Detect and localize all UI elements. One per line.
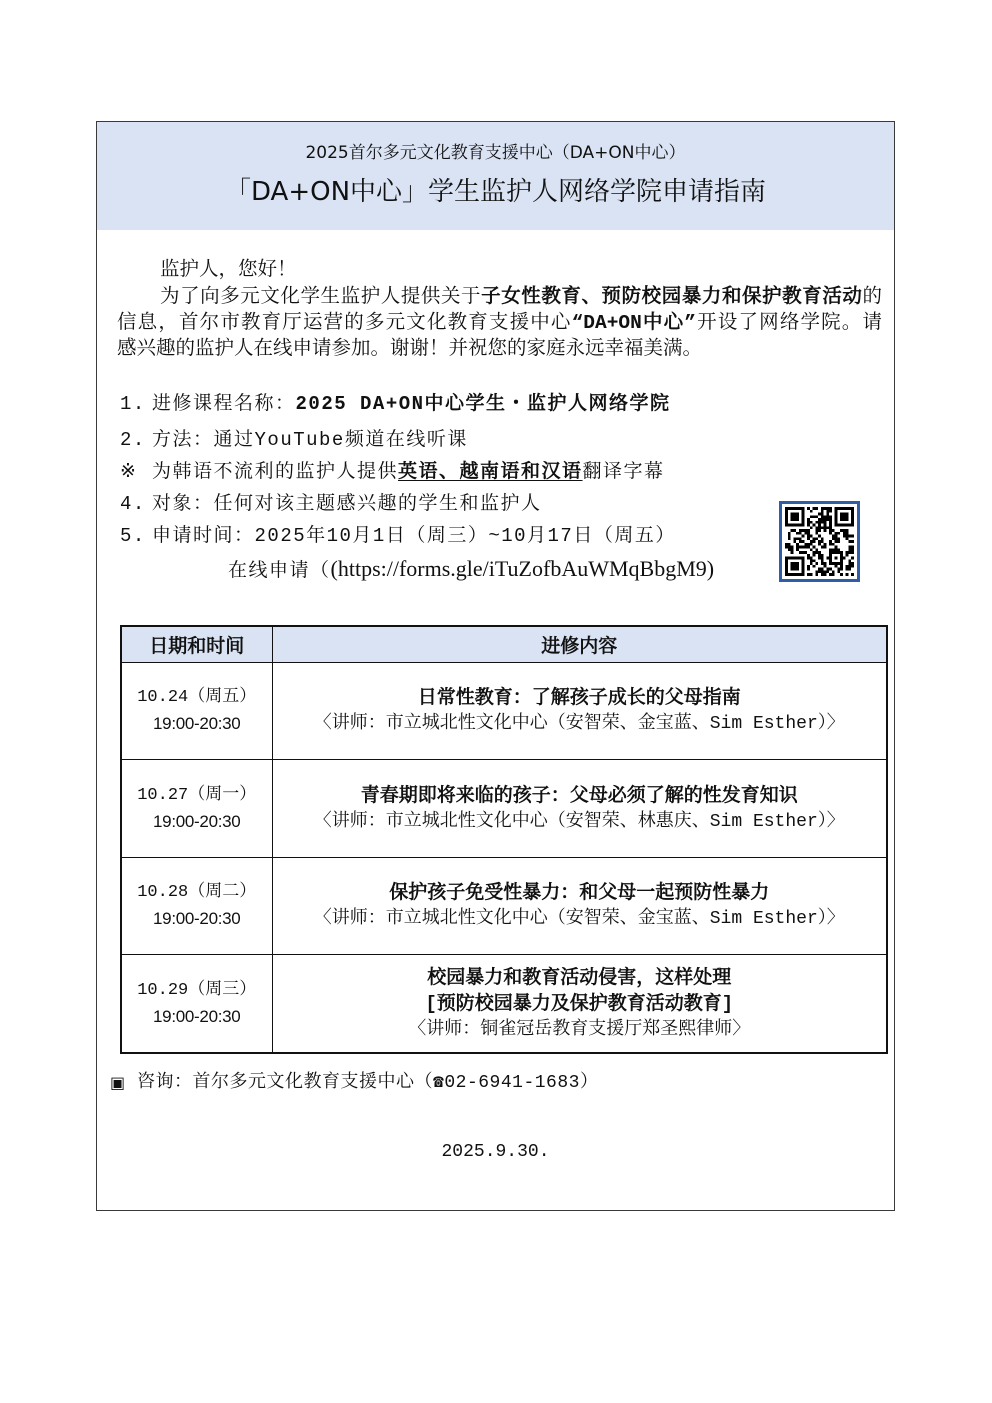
page-title: 「DA+ON中心」学生监护人网络学院申请指南 [224,177,767,207]
intro-text: 信息，首尔市教育厅运营的多元文化教育支援中心 [117,312,572,334]
intro-text: 的 [862,286,882,308]
detail-target [120,490,772,518]
notice-frame [96,121,895,1211]
item-value: 2025 DA+ON中心学生・监护人网络学院 [295,393,671,415]
session-title: 日常性教育：了解孩子成长的父母指南 [417,687,741,709]
session-content-cell [272,760,887,858]
item-marker: 5. [120,525,146,547]
item-text [152,490,542,518]
table-row [121,760,887,858]
intro-emphasis: “DA+ON中心” [571,312,696,334]
session-datetime-cell [121,955,272,1054]
item-label: 方法： [152,429,214,451]
header-subtitle: 2025首尔多元文化教育支援中心（DA+ON中心） [305,143,686,163]
intro-line [117,310,882,336]
session-time: 19:00-20:30 [153,811,241,831]
item-text [152,390,671,418]
item-text [152,522,676,550]
session-content-cell [272,858,887,955]
detail-period [120,522,772,550]
session-date: 10.24（周五） [137,688,257,707]
item-value: 2025年10月1日（周三）~10月17日（周五） [254,525,676,547]
session-datetime-cell [121,663,272,760]
session-content-cell [272,663,887,760]
session-title: 校园暴力和教育活动侵害，这样处理 [427,966,732,989]
session-title: 青春期即将来临的孩子：父母必须了解的性发育知识 [360,784,798,807]
session-datetime-cell [121,760,272,858]
note-emphasis: 英语、越南语和汉语 [398,461,583,483]
detail-subtitle-note [120,458,880,486]
item-text [152,426,468,454]
header-band [97,122,894,230]
session-subtitle: [预防校园暴力及保护教育活动教育] [425,992,734,1015]
session-date: 10.27（周一） [137,785,257,805]
contact-info [110,1070,880,1096]
issue-date: 2025.9.30. [441,1142,550,1162]
header-content: 进修内容 [272,626,887,663]
item-label: 申请时间： [152,525,255,547]
session-instructor: 〈讲师：市立城北性文化中心（安智荣、林惠庆、Sim Esther）〉 [313,811,845,832]
intro-line [160,284,882,310]
qr-code-icon [785,507,854,576]
detail-method [120,426,880,454]
schedule-table [120,625,888,1054]
detail-course [120,390,880,418]
session-title: 保护孩子免受性暴力：和父母一起预防性暴力 [389,882,770,904]
table-row [121,955,887,1054]
session-time: 19:00-20:30 [153,1006,241,1026]
table-header-row [121,626,887,663]
session-time: 19:00-20:30 [153,909,241,928]
greeting: 监护人，您好！ [160,259,297,281]
intro-emphasis: 子女性教育、预防校园暴力和保护教育活动 [481,286,863,308]
session-content-cell [272,955,887,1054]
item-value: 任何对该主题感兴趣的学生和监护人 [213,493,542,515]
item-label: 进修课程名称： [152,393,296,415]
square-bullet-icon: ▣ [110,1073,126,1092]
header-datetime: 日期和时间 [121,626,272,663]
session-datetime-cell [121,858,272,955]
item-text [152,458,665,486]
online-apply [228,555,773,583]
note-text: 翻译字幕 [582,461,665,483]
note-marker: ※ [120,461,138,483]
contact-text: 咨询：首尔多元文化教育支援中心（☎02-6941-1683） [137,1073,599,1093]
apply-link[interactable]: (https://forms.gle/iTuZofbAuWMqBbgM9) [330,556,715,581]
item-marker: 4. [120,493,146,515]
qr-code-frame [779,501,860,582]
item-marker: 1. [120,393,146,415]
session-instructor: 〈讲师：市立城北性文化中心（安智荣、金宝蓝、Sim Esther）〉 [313,714,845,734]
intro-line [117,336,882,362]
table-row [121,858,887,955]
intro-text: 为了向多元文化学生监护人提供关于 [160,286,482,308]
intro-text: 感兴趣的监护人在线申请参加。谢谢！并祝您的家庭永远幸福美满。 [117,338,703,360]
intro-text: 开设了网络学院。请 [696,312,882,334]
session-date: 10.29（周三） [137,980,257,1000]
item-value: 通过YouTube频道在线听课 [213,429,468,451]
session-instructor: 〈讲师：市立城北性文化中心（安智荣、金宝蓝、Sim Esther）〉 [313,909,845,929]
session-time: 19:00-20:30 [153,714,241,733]
session-instructor: 〈讲师：铜雀冠岳教育支援厅郑圣熙律师〉 [408,1019,751,1040]
item-marker: 2. [120,429,146,451]
table-row [121,663,887,760]
session-date: 10.28（周二） [137,883,257,902]
apply-label: 在线申请（ [228,560,331,582]
item-label: 对象： [152,493,214,515]
note-text: 为韩语不流利的监护人提供 [152,461,399,483]
